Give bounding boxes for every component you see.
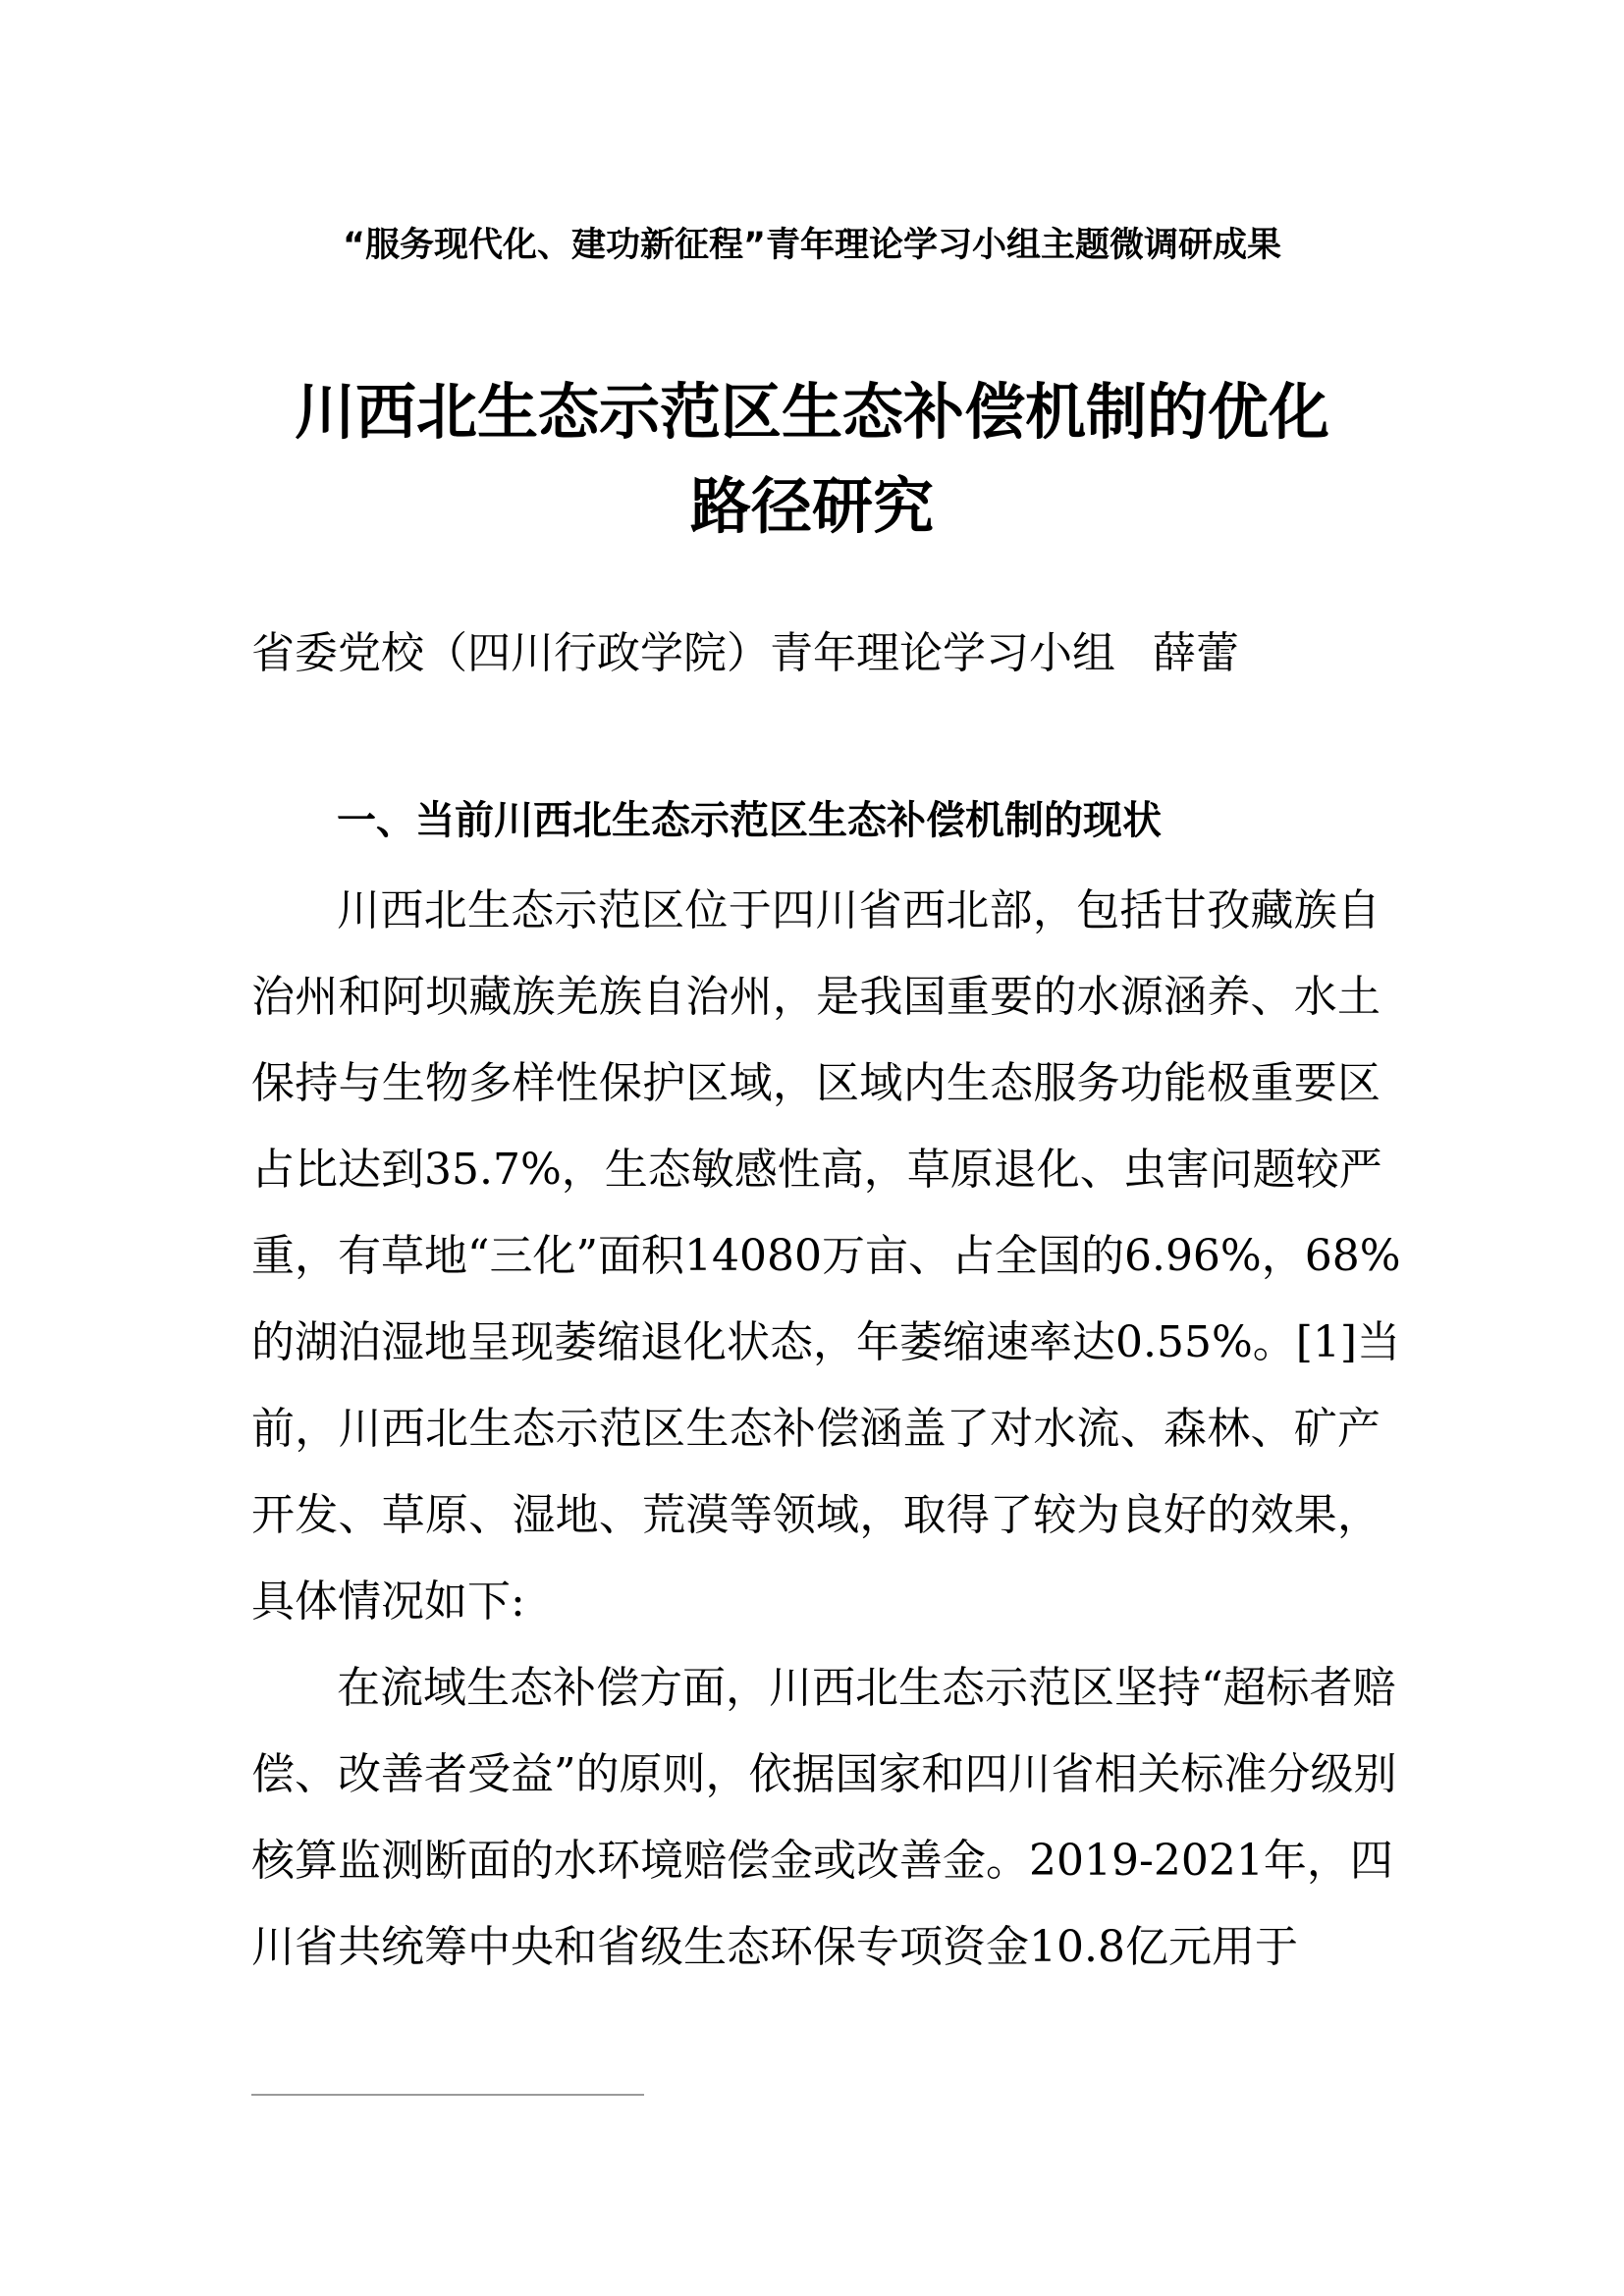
- section-heading: 一、当前川西北生态示范区生态补偿机制的现状: [337, 798, 1162, 843]
- paragraph-line: 具体情况如下:: [251, 1576, 525, 1627]
- title-line-2: 路径研究: [689, 470, 934, 542]
- paragraph-line: 在流域生态补偿方面，川西北生态示范区坚持“超标者赔: [337, 1663, 1396, 1713]
- paragraph-line: 占比达到35.7%，生态敏感性高，草原退化、虫害问题较严: [251, 1145, 1382, 1195]
- author-organization: 省委党校（四川行政学院）青年理论学习小组: [251, 628, 1115, 678]
- paragraph-line: 前，川西北生态示范区生态补偿涵盖了对水流、森林、矿产: [251, 1404, 1380, 1454]
- paragraph-line: 核算监测断面的水环境赔偿金或改善金。2019-2021年，四: [251, 1836, 1393, 1886]
- paragraph-line: 的湖泊湿地呈现萎缩退化状态，年萎缩速率达0.55%。[1]当: [251, 1317, 1401, 1367]
- paragraph-line: 保持与生物多样性保护区域，区域内生态服务功能极重要区: [251, 1058, 1380, 1108]
- document-header: “服务现代化、建功新征程”青年理论学习小组主题微调研成果: [342, 226, 1281, 265]
- paragraph-line: 川省共统筹中央和省级生态环保专项资金10.8亿元用于: [251, 1922, 1298, 1972]
- author-name: 薛蕾: [1153, 628, 1239, 678]
- document-title: [0, 365, 1624, 554]
- paragraph-line: 治州和阿坝藏族羌族自治州，是我国重要的水源涵养、水土: [251, 972, 1380, 1022]
- paragraph-line: 重，有草地“三化”面积14080万亩、占全国的6.96%，68%: [251, 1231, 1401, 1281]
- author-line: [251, 624, 1380, 683]
- paragraph-line: 川西北生态示范区位于四川省西北部，包括甘孜藏族自: [337, 885, 1380, 935]
- footnote-divider: [251, 2094, 644, 2096]
- paragraph-line: 开发、草原、湿地、荒漠等领域，取得了较为良好的效果，: [251, 1490, 1380, 1540]
- paragraph-line: 偿、改善者受益”的原则，依据国家和四川省相关标准分级别: [251, 1749, 1397, 1799]
- title-line-1: 川西北生态示范区生态补偿机制的优化: [294, 376, 1329, 448]
